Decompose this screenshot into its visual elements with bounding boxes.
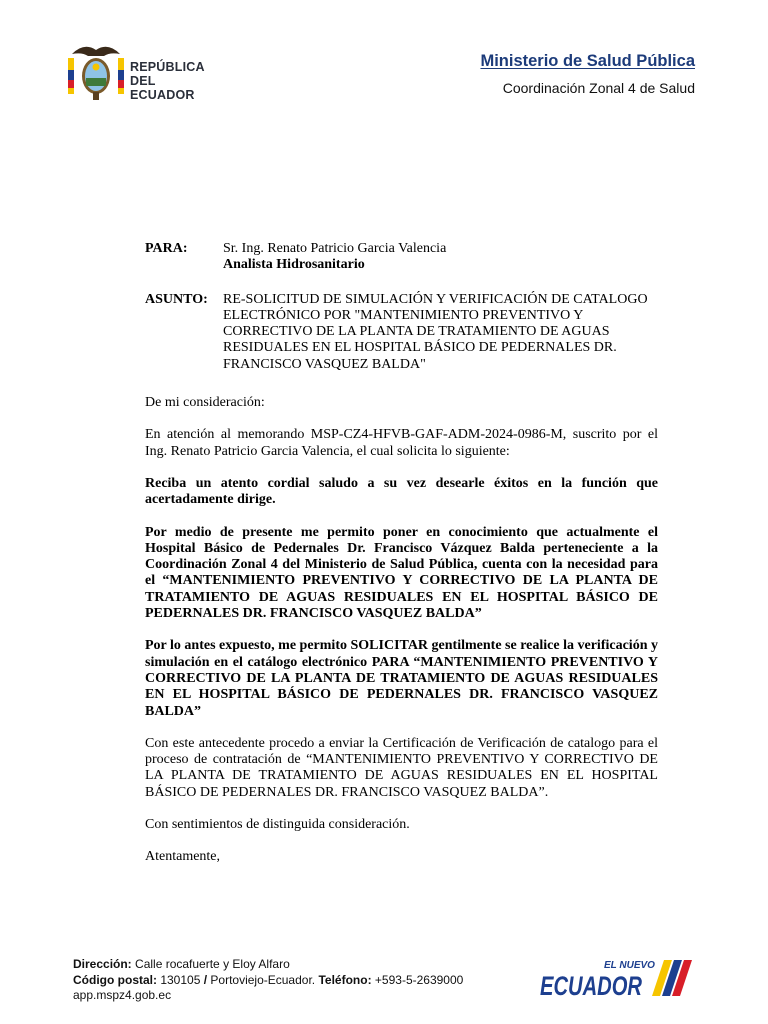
- logo-top-text: EL NUEVO: [604, 960, 655, 971]
- para-name: Sr. Ing. Renato Patricio Garcia Valencia: [223, 241, 447, 256]
- zonal-subtitle: Coordinación Zonal 4 de Salud: [502, 80, 695, 96]
- asunto-row: [145, 292, 658, 373]
- address-label: Dirección:: [73, 957, 132, 971]
- asunto-line: FRANCISCO VASQUEZ BALDA": [223, 356, 426, 372]
- el-nuevo-ecuador-logo: [540, 956, 696, 1002]
- paragraph-2: Reciba un atento cordial saludo a su vez desearle éxitos en la función que acertadamente dirige.: [145, 475, 658, 508]
- postal-label: Código postal:: [73, 972, 157, 987]
- footer-contact: [73, 957, 463, 1004]
- address-value: Calle rocafuerte y Eloy Alfaro: [131, 957, 290, 971]
- para-row: [145, 241, 658, 274]
- greeting: De mi consideración:: [145, 395, 265, 411]
- asunto-line: RESIDUALES EN EL HOSPITAL BÁSICO DE PEDERNALES DR.: [223, 340, 617, 356]
- footer-address: [73, 957, 463, 973]
- city-value: Portoviejo-Ecuador.: [207, 972, 319, 987]
- logo-text-ecuador: DEL ECUADOR: [130, 74, 195, 102]
- paragraph-4: Por lo antes expuesto, me permito SOLICITAR gentilmente se realice la verificación y simulación en el catálogo electrónico PARA “MANTENIMIENTO PREVENTIVO Y CORRECTIVO DE LA PLANTA DE TRATAMIENTO DE AGUAS RESIDUALES EN EL HOSPITAL BÁSICO DE PEDERNALES DR. FRANCISCO VASQUEZ BALDA”: [145, 638, 658, 719]
- separator: /: [203, 972, 208, 987]
- republica-ecuador-logo: [66, 40, 216, 102]
- asunto-line: ELECTRÓNICO POR "MANTENIMIENTO PREVENTIVO Y: [223, 307, 584, 323]
- footer-postal: [73, 973, 463, 989]
- phone-value: +593-5-2639000: [371, 972, 464, 987]
- asunto-label: ASUNTO:: [145, 291, 208, 307]
- coat-of-arms-icon: [66, 40, 126, 102]
- phone-label: Teléfono:: [318, 972, 372, 987]
- asunto-line: CORRECTIVO DE LA PLANTA DE TRATAMIENTO DE AGUAS: [223, 324, 610, 340]
- postal-value: 130105: [157, 972, 204, 987]
- asunto-line: RE-SOLICITUD DE SIMULACIÓN Y VERIFICACIÓN DE CATALOGO: [223, 291, 648, 307]
- paragraph-5: Con este antecedente procedo a enviar la Certificación de Verificación de catalogo para el proceso de contratación de “MANTENIMIENTO PREVENTIVO Y CORRECTIVO DE LA PLANTA DE TRATAMIENTO DE AGUAS RESIDUALES EN EL HOSPITAL BÁSICO DE PEDERNALES DR. FRANCISCO VASQUEZ BALDA”.: [145, 735, 658, 800]
- para-label: PARA:: [145, 241, 188, 256]
- para-role: Analista Hidrosanitario: [223, 257, 365, 273]
- ministry-title: Ministerio de Salud Pública: [480, 52, 695, 70]
- memo-body: [145, 241, 658, 866]
- logo-text-republica: REPÚBLICA: [130, 60, 205, 74]
- logo-main-text: ECUADOR: [540, 971, 643, 1001]
- paragraph-3: Por medio de presente me permito poner en conocimiento que actualmente el Hospital Básico de Pedernales Dr. Francisco Vázquez Balda perteneciente a la Coordinación Zonal 4 del Ministerio de Salud Pública, cuenta con la necesidad para el “MANTENIMIENTO PREVENTIVO Y CORRECTIVO DE LA PLANTA DE TRATAMIENTO DE AGUAS RESIDUALES EN EL HOSPITAL BÁSICO DE PEDERNALES DR. FRANCISCO VASQUEZ BALDA”: [145, 524, 658, 622]
- footer-website: app.mspz4.gob.ec: [73, 988, 172, 1002]
- paragraph-1: En atención al memorando MSP-CZ4-HFVB-GAF-ADM-2024-0986-M, suscrito por el Ing. Renato Patricio Garcia Valencia, el cual solicita lo siguiente:: [145, 427, 658, 459]
- closing: Con sentimientos de distinguida consideración.: [145, 817, 410, 833]
- signoff: Atentamente,: [145, 849, 221, 865]
